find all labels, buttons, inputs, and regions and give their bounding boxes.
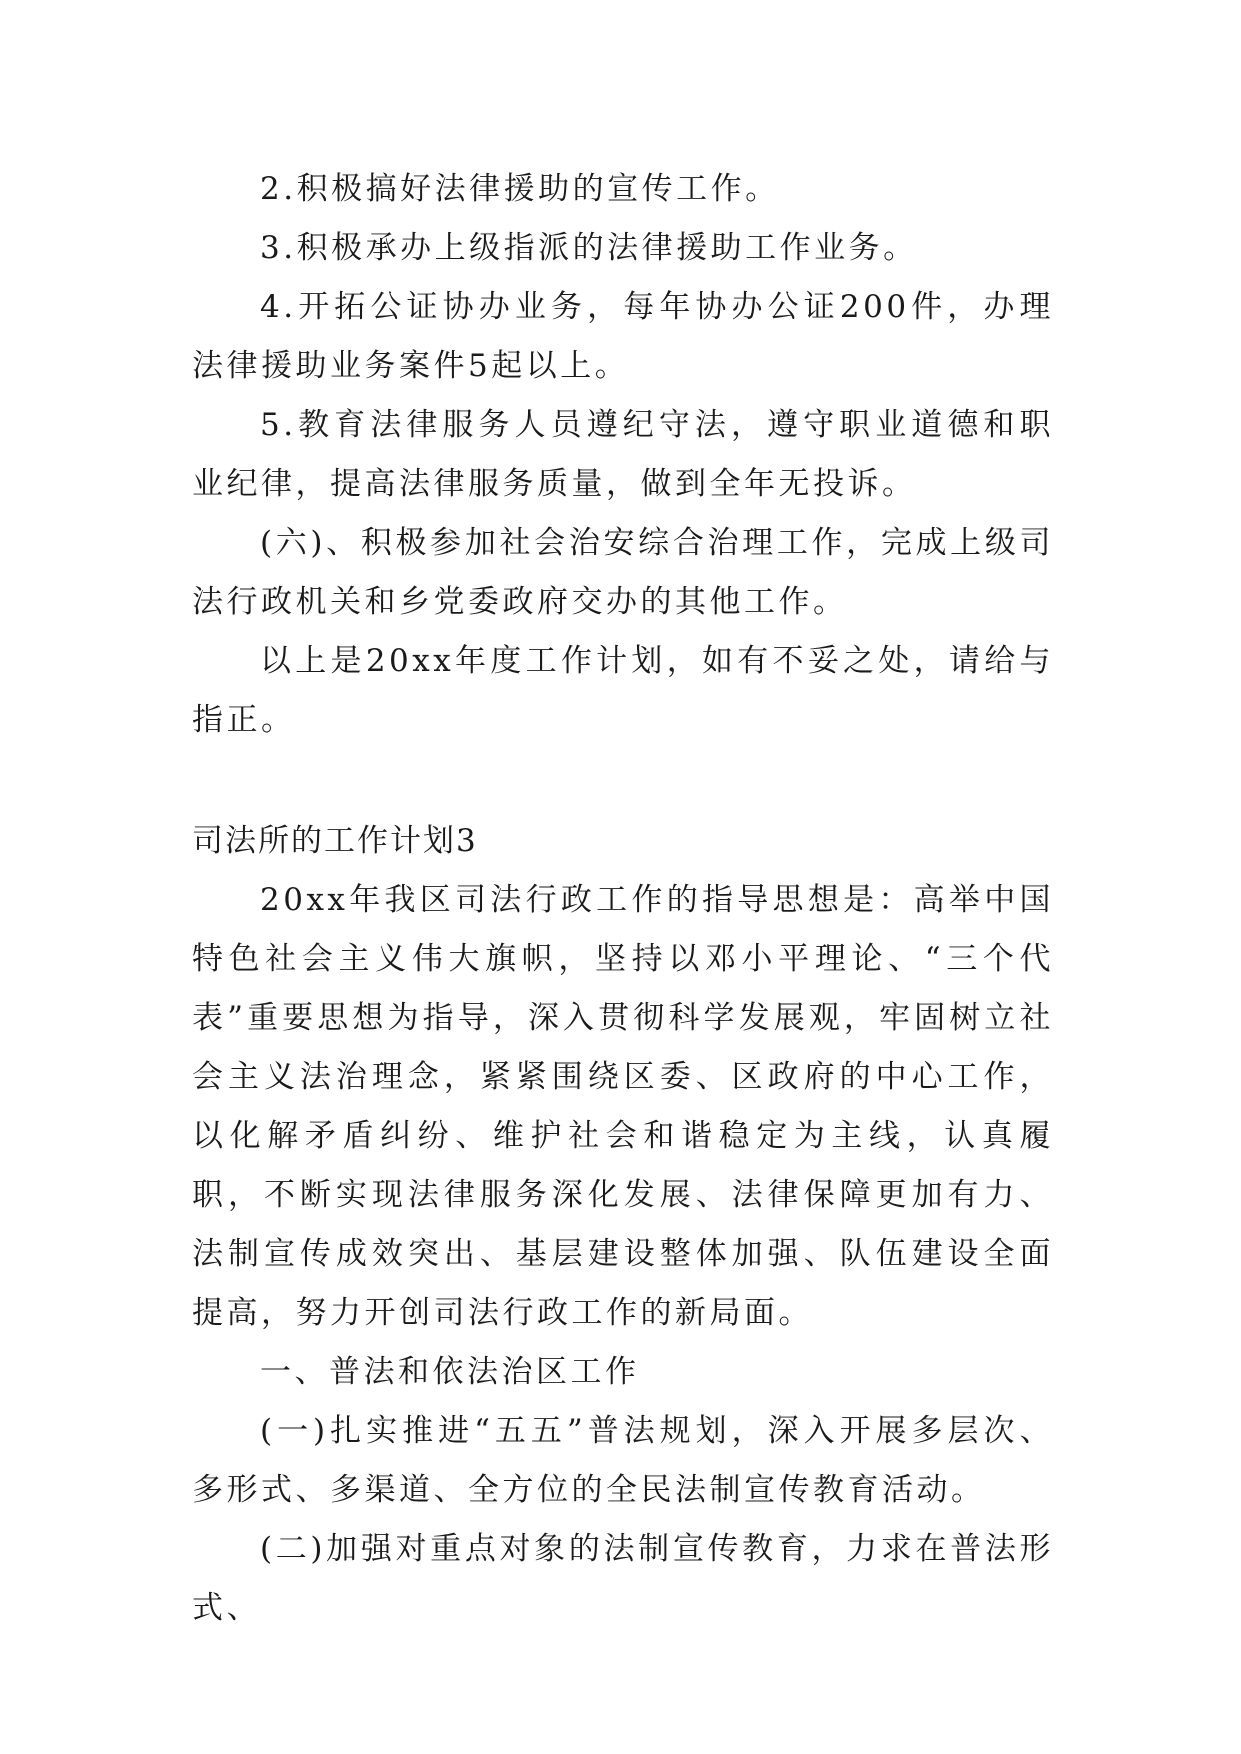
guiding-thought-paragraph: 20xx年我区司法行政工作的指导思想是：高举中国特色社会主义伟大旗帜，坚持以邓小平理论、“三个代表”重要思想为指导，深入贯彻科学发展观，牢固树立社会主义法治理念，紧紧围绕区委、区政府的中心工作，以化解矛盾纠纷、维护社会和谐稳定为主线，认真履职，不断实现法律服务深化发展、法律保障更加有力、法制宣传成效突出、基层建设整体加强、队伍建设全面提高，努力开创司法行政工作的新局面。: [192, 882, 1054, 1331]
paragraph-item-2: 2.积极搞好法律援助的宣传工作。: [260, 171, 780, 207]
paragraph-item-one: (一)扎实推进“五五”普法规划，深入开展多层次、多形式、多渠道、全方位的全民法制宣传教育活动。: [192, 1413, 1054, 1508]
section-title: 司法所的工作计划3: [192, 823, 478, 859]
document-body: [192, 160, 1054, 1638]
subheading-legal-education: 一、普法和依法治区工作: [260, 1354, 640, 1390]
paragraph-item-two: (二)加强对重点对象的法制宣传教育，力求在普法形式、: [192, 1531, 1054, 1626]
paragraph-item-5: 5.教育法律服务人员遵纪守法，遵守职业道德和职业纪律，提高法律服务质量，做到全年无投诉。: [192, 407, 1054, 502]
closing-paragraph: 以上是20xx年度工作计划，如有不妥之处，请给与指正。: [192, 643, 1054, 738]
section-gap: [192, 750, 1054, 812]
paragraph-item-4: 4.开拓公证协办业务，每年协办公证200件，办理法律援助业务案件5起以上。: [192, 289, 1054, 384]
paragraph-item-3: 3.积极承办上级指派的法律援助工作业务。: [260, 230, 918, 266]
paragraph-item-six: (六)、积极参加社会治安综合治理工作，完成上级司法行政机关和乡党委政府交办的其他工作。: [192, 525, 1054, 620]
